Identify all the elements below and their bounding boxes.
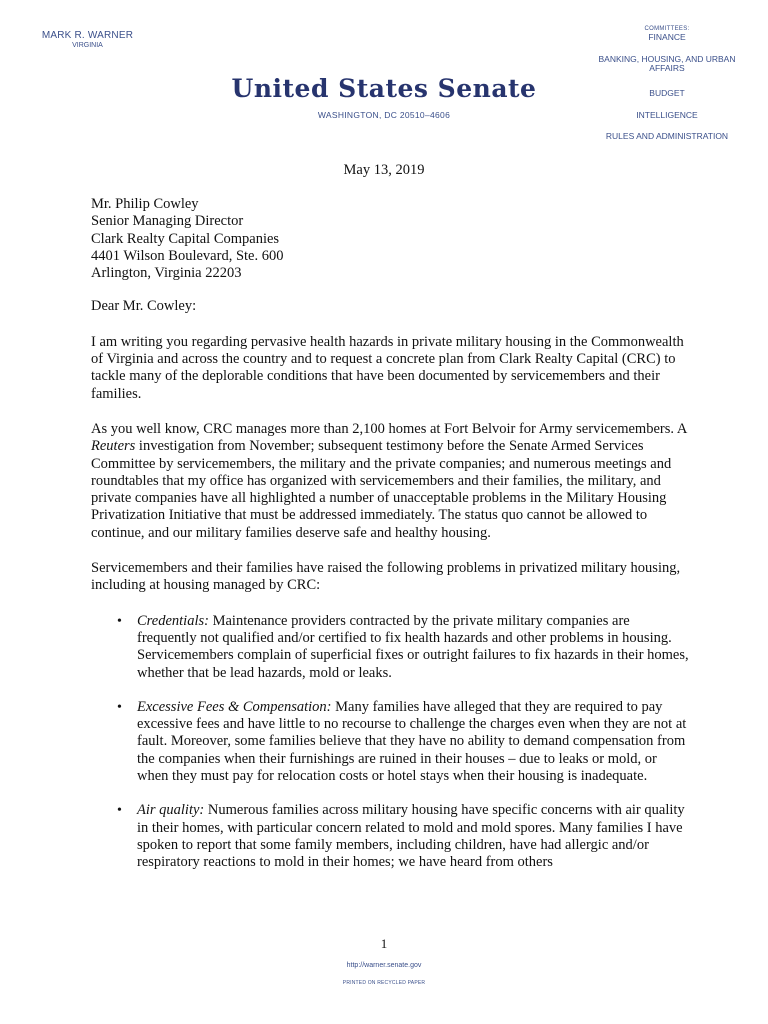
committee-budget: BUDGET xyxy=(649,88,685,98)
senate-address: WASHINGTON, DC 20510–4606 xyxy=(317,110,451,120)
committees-list xyxy=(592,26,742,141)
bullet-label: Credentials: xyxy=(137,612,209,629)
letter-body xyxy=(91,196,691,889)
paragraph-text: investigation from November; subsequent testimony before the Senate Armed Services Committee by servicemembers, the military and the private companies; and numerous meetings and roundtables that my office has organized with servicemembers and their families, the military, and private companies have all highlighted a number of unacceptable problems in the Military Housing Privatization Initiative that must be addressed immediately. The status quo cannot be allowed to continue, and our military families deserve safe and healthy housing. xyxy=(91,438,672,541)
footer-note: PRINTED ON RECYCLED PAPER xyxy=(342,980,426,986)
recipient-line: 4401 Wilson Boulevard, Ste. 600 xyxy=(91,247,284,264)
list-item xyxy=(91,802,691,871)
paragraph-intro: I am writing you regarding pervasive health hazards in private military housing in the Commonwealth of Virginia and across the country and to request a concrete plan from Clark Realty Capital (CRC) to tackle many of the deplorable conditions that have been documented by servicemembers and their families. xyxy=(91,333,684,402)
list-item xyxy=(91,699,691,785)
bullet-icon: • xyxy=(117,803,122,819)
bullet-icon: • xyxy=(117,613,122,629)
bullet-text: Many families have alleged that they are required to pay excessive fees and have little to no recourse to challenge the charges even when they are not at fault. Moreover, some families believe that they have no ability to demand compensation from the companies when their furnishings are ruined in their houses – due to leaks or mold, or when they must pay for relocation costs or hotel stays when their housing is inadequate. xyxy=(137,698,687,785)
committee-intelligence: INTELLIGENCE xyxy=(636,110,698,120)
list-item xyxy=(91,613,691,682)
paragraph-problems: Servicemembers and their families have raised the following problems in privatized military housing, including at housing managed by CRC: xyxy=(91,560,681,594)
bullet-icon: • xyxy=(117,699,122,715)
bullet-text: Numerous families across military housing have specific concerns with air quality in their homes, with particular concern related to mold and mold spores. Many families I have spoken to report that some family members, including children, have had allergic and/or respiratory reactions to mold in their homes; we have heard from others xyxy=(137,802,685,871)
bullet-label: Excessive Fees & Compensation: xyxy=(137,698,332,715)
page-number: 1 xyxy=(380,936,388,951)
recipient-address xyxy=(91,196,691,282)
letter-date: May 13, 2019 xyxy=(343,162,425,178)
paragraph-text: As you well know, CRC manages more than 2,100 homes at Fort Belvoir for Army servicemembers. A xyxy=(91,420,687,437)
paragraph-background xyxy=(91,421,691,542)
problem-list xyxy=(91,613,691,872)
salutation: Dear Mr. Cowley: xyxy=(91,298,197,315)
sender-state: VIRGINIA xyxy=(72,42,103,49)
bullet-text: Maintenance providers contracted by the private military companies are frequently not qualified and/or certified to fix health hazards and other problems in housing. Servicemembers complain of superficial fixes or outright failures to fix hazards in their homes, whether that be lead hazards, mold or leaks. xyxy=(137,612,689,681)
recipient-line: Mr. Philip Cowley xyxy=(91,196,199,212)
committee-rules: RULES AND ADMINISTRATION xyxy=(605,131,729,141)
senate-title: United States Senate xyxy=(231,74,537,103)
sender-name: MARK R. WARNER xyxy=(41,30,134,41)
footer-url: http://warner.senate.gov xyxy=(346,962,422,969)
paragraph-emphasis: Reuters xyxy=(91,438,136,455)
committee-banking: BANKING, HOUSING, AND URBAN AFFAIRS xyxy=(598,54,736,73)
recipient-line: Senior Managing Director xyxy=(91,213,244,230)
committee-finance: FINANCE xyxy=(648,32,686,42)
sender-block xyxy=(40,30,135,49)
bullet-label: Air quality: xyxy=(137,802,205,819)
recipient-line: Arlington, Virginia 22203 xyxy=(91,265,242,282)
recipient-line: Clark Realty Capital Companies xyxy=(91,230,280,247)
committees-heading: COMMITTEES: xyxy=(644,26,690,32)
